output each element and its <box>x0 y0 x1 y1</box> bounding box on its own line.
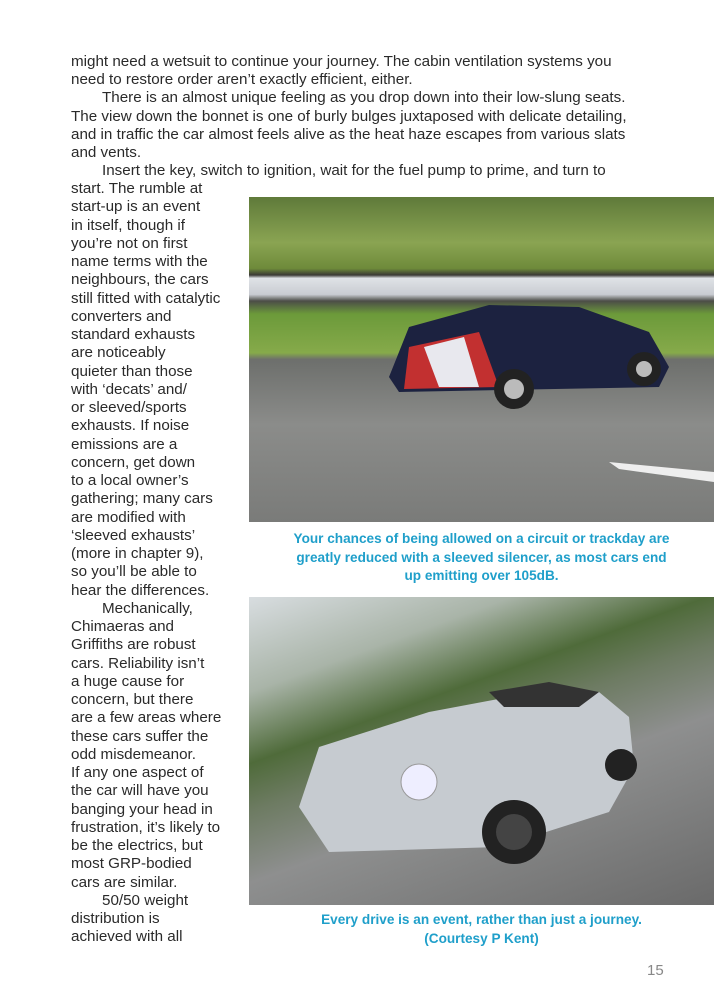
text-line: neighbours, the cars <box>71 271 209 289</box>
photo-silver-tvr-driving <box>249 597 714 905</box>
text-line: need to restore order aren’t exactly efficient, either. <box>71 71 413 89</box>
text-line: converters and <box>71 307 172 325</box>
text-line: concern, but there <box>71 691 194 708</box>
text-line: start. The rumble at <box>71 180 203 197</box>
text-line: in itself, though if <box>71 216 185 234</box>
text-line: ‘sleeved exhausts’ <box>71 526 196 544</box>
text-line: 50/50 weight <box>102 891 189 909</box>
text-line: exhausts. If noise <box>71 417 190 435</box>
caption-line: (Courtesy P Kent) <box>424 930 539 946</box>
text-line: start-up is an event <box>71 198 201 216</box>
text-line: emissions are a <box>71 435 178 453</box>
text-line: and in traffic the car almost feels alive as the heat haze escapes from various slats <box>71 125 626 143</box>
caption-line: up emitting over 105dB. <box>404 568 559 583</box>
text-line: Chimaeras and <box>71 618 174 635</box>
text-line: achieved with all <box>71 928 183 946</box>
text-line: (more in chapter 9), <box>71 545 204 562</box>
text-line: these cars suffer the <box>71 727 209 745</box>
text-line: If any one aspect of <box>71 764 204 781</box>
text-line: hear the differences. <box>71 581 210 599</box>
text-line: There is an almost unique feeling as you drop down into their low-slung seats. <box>102 89 626 107</box>
car-illustration <box>249 197 714 522</box>
text-line: and vents. <box>71 144 142 162</box>
text-line: are a few areas where <box>71 709 222 727</box>
page-number: 15 <box>647 962 664 979</box>
text-line: still fitted with catalytic <box>71 289 221 307</box>
text-line: might need a wetsuit to continue your journey. The cabin ventilation systems you <box>71 53 612 70</box>
text-line: so you’ll be able to <box>71 563 197 581</box>
text-line: cars are similar. <box>71 873 178 891</box>
text-line: to a local owner’s <box>71 472 189 489</box>
text-line: Griffiths are robust <box>71 636 196 654</box>
text-line: standard exhausts <box>71 326 196 343</box>
text-line: name terms with the <box>71 253 208 270</box>
caption-line: greatly reduced with a sleeved silencer, as most cars end <box>296 549 667 565</box>
text-line: concern, get down <box>71 453 196 471</box>
text-line: quieter than those <box>71 362 193 380</box>
caption-line: Every drive is an event, rather than just a journey. <box>321 912 642 927</box>
text-line: The view down the bonnet is one of burly bulges juxtaposed with delicate detailing, <box>71 107 627 125</box>
text-line: Mechanically, <box>102 599 193 617</box>
text-line: odd misdemeanor. <box>71 745 196 763</box>
text-line: a huge cause for <box>71 672 185 690</box>
text-line: frustration, it’s likely to <box>71 818 221 836</box>
body-text-top <box>71 53 671 180</box>
text-line: Insert the key, switch to ignition, wait for the fuel pump to prime, and turn to <box>102 162 606 180</box>
text-line: cars. Reliability isn’t <box>71 654 205 672</box>
body-text-column <box>71 180 251 947</box>
text-line: or sleeved/sports <box>71 399 187 416</box>
text-line: with ‘decats’ and/ <box>71 380 187 398</box>
car-illustration <box>249 597 714 905</box>
text-line: banging your head in <box>71 800 213 818</box>
text-line: you’re not on first <box>71 234 188 252</box>
photo2-caption <box>249 911 714 948</box>
text-line: are noticeably <box>71 344 166 362</box>
text-line: distribution is <box>71 910 160 927</box>
caption-line: Your chances of being allowed on a circuit or trackday are <box>293 531 670 546</box>
text-line: are modified with <box>71 508 186 526</box>
text-line: gathering; many cars <box>71 490 213 508</box>
photo1-caption <box>249 530 714 586</box>
text-line: the car will have you <box>71 782 209 800</box>
text-line: be the electrics, but <box>71 837 203 854</box>
text-line: most GRP-bodied <box>71 855 192 873</box>
photo-tvr-union-jack-on-track <box>249 197 714 522</box>
